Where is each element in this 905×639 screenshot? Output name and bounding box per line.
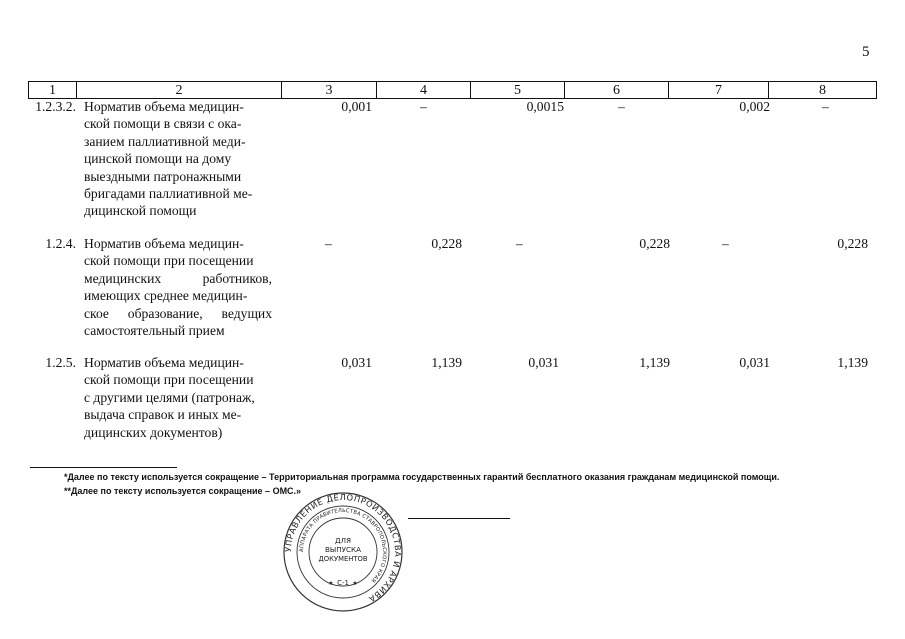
row-description bbox=[84, 354, 272, 441]
column-number-3: 3 bbox=[282, 82, 377, 99]
row-description-line: ское образование, ведущих bbox=[84, 305, 272, 321]
row-description-line: занием паллиативной меди- bbox=[84, 133, 246, 149]
row-description-line: Норматив объема медицин- bbox=[84, 236, 244, 251]
stamp-outer-text-path: УПРАВЛЕНИЕ ДЕЛОПРОИЗВОДСТВА И АРХИВА bbox=[282, 491, 404, 605]
footnote-1: *Далее по тексту используется сокращение – Территориальная программа государственных гарантий бесплатного оказания гражданам медицинской помощи. bbox=[64, 472, 780, 482]
cell-col5: 0,031 bbox=[528, 355, 559, 370]
row-description-line: выдача справок и иных ме- bbox=[84, 407, 242, 423]
stamp-star-left-icon: ★ bbox=[328, 580, 334, 587]
row-description-line: Норматив объема медицин- bbox=[84, 355, 244, 370]
row-number: 1.2.3.2. bbox=[35, 99, 76, 114]
cell-col6: 0,228 bbox=[639, 236, 670, 251]
row-description bbox=[84, 98, 272, 220]
official-stamp bbox=[282, 491, 404, 613]
row-description-line: с другими целями (патронаж, bbox=[84, 389, 255, 405]
column-number-1: 1 bbox=[29, 82, 77, 99]
stamp-inner-text-path: АППАРАТА ПРАВИТЕЛЬСТВА СТАВРОПОЛЬСКОГО КРАЯ bbox=[298, 507, 388, 584]
row-description-line: ской помощи при посещении bbox=[84, 372, 254, 388]
column-number-6: 6 bbox=[565, 82, 669, 99]
column-number-4: 4 bbox=[377, 82, 471, 99]
column-number-5: 5 bbox=[471, 82, 565, 99]
cell-col6: – bbox=[618, 99, 625, 114]
row-description-line: дицинской помощи bbox=[84, 203, 197, 219]
cell-col4: – bbox=[420, 99, 427, 114]
row-description-line: бригадами паллиативной ме- bbox=[84, 186, 253, 202]
row-description-line: цинской помощи на дому bbox=[84, 151, 232, 167]
cell-col7: – bbox=[722, 236, 729, 251]
row-description-line: ской помощи при посещении bbox=[84, 253, 254, 269]
stamp-star-right-icon: ★ bbox=[352, 580, 358, 587]
table-header-row bbox=[28, 81, 877, 99]
row-number: 1.2.4. bbox=[45, 236, 76, 251]
cell-col8: 1,139 bbox=[837, 355, 868, 370]
cell-col4: 1,139 bbox=[431, 355, 462, 370]
column-number-2: 2 bbox=[77, 82, 282, 99]
cell-col7: 0,002 bbox=[739, 99, 770, 114]
row-description bbox=[84, 235, 272, 339]
signature-line bbox=[408, 518, 510, 519]
column-number-8: 8 bbox=[769, 82, 877, 99]
cell-col8: 0,228 bbox=[837, 236, 868, 251]
cell-col5: – bbox=[516, 236, 523, 251]
stamp-center-line-3: ДОКУМЕНТОВ bbox=[318, 555, 368, 563]
cell-col6: 1,139 bbox=[639, 355, 670, 370]
row-description-line: ской помощи в связи с ока- bbox=[84, 116, 242, 132]
row-number: 1.2.5. bbox=[45, 355, 76, 370]
page-number: 5 bbox=[862, 44, 870, 60]
cell-col8: – bbox=[822, 99, 829, 114]
footnote-separator bbox=[30, 467, 177, 468]
footnote-2: **Далее по тексту используется сокращение – ОМС.» bbox=[64, 486, 302, 496]
row-description-line: имеющих среднее медицин- bbox=[84, 288, 248, 304]
column-number-7: 7 bbox=[669, 82, 769, 99]
cell-col5: 0,0015 bbox=[526, 99, 564, 114]
row-description-line: дицинских документов) bbox=[84, 424, 223, 440]
row-description-line: самостоятельный прием bbox=[84, 323, 225, 339]
cell-col3: 0,031 bbox=[341, 355, 372, 370]
stamp-code: С-1 bbox=[337, 579, 349, 587]
cell-col7: 0,031 bbox=[739, 355, 770, 370]
row-description-line: выездными патронажными bbox=[84, 168, 242, 184]
row-description-line: Норматив объема медицин- bbox=[84, 99, 244, 114]
stamp-center-line-2: ВЫПУСКА bbox=[324, 545, 362, 554]
cell-col4: 0,228 bbox=[431, 236, 462, 251]
cell-col3: – bbox=[325, 236, 332, 251]
stamp-center-line-1: ДЛЯ bbox=[334, 536, 352, 545]
cell-col3: 0,001 bbox=[341, 99, 372, 114]
row-description-line: медицинских работников, bbox=[84, 270, 272, 286]
